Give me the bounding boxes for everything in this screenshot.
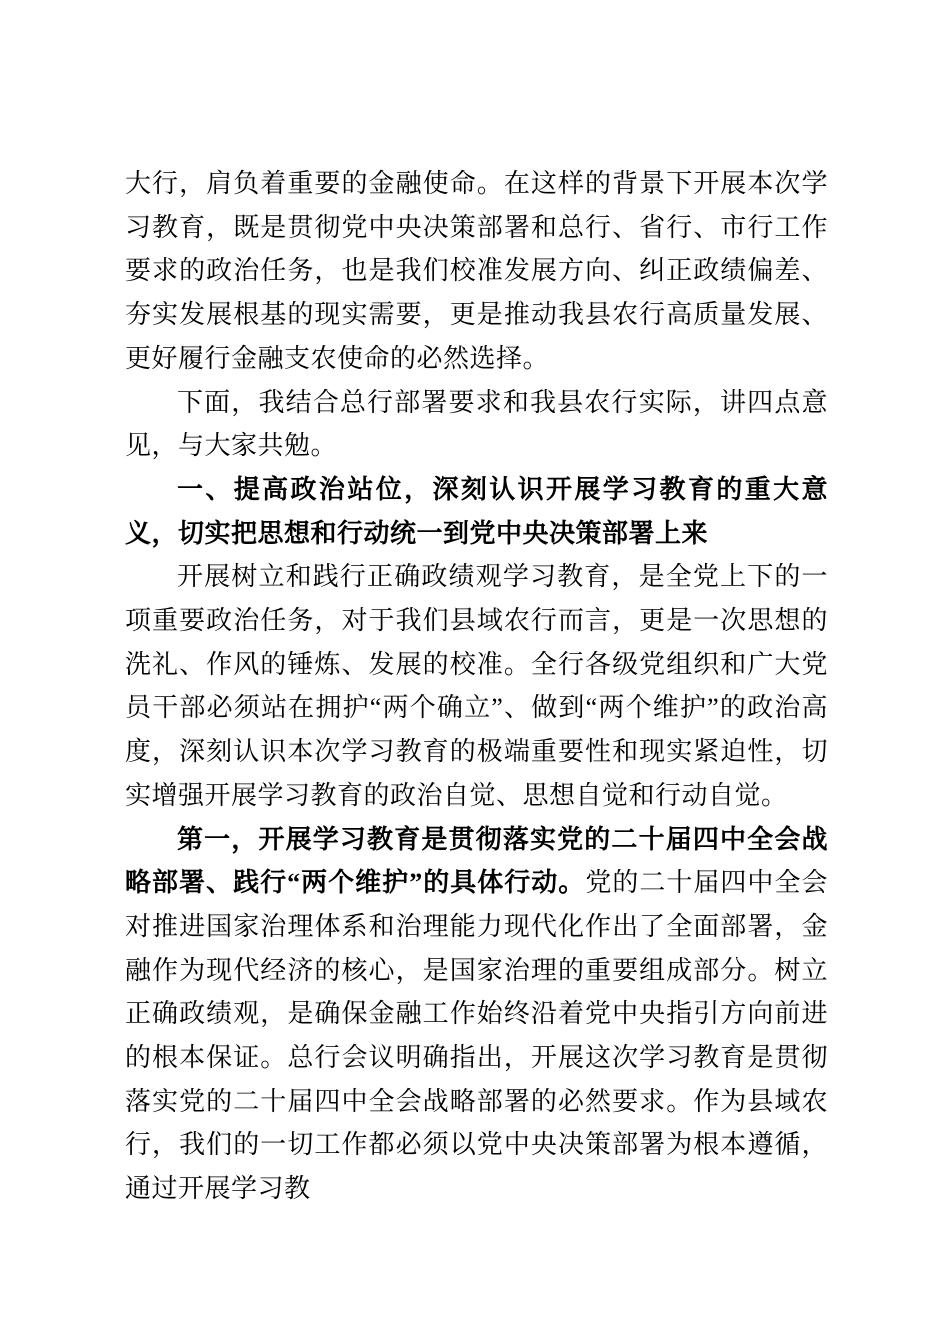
paragraph-intro: 下面，我结合总行部署要求和我县农行实际，讲四点意见，与大家共勉。 (125, 387, 828, 461)
paragraph-first-point-lead: 第一，开展学习教育是贯彻落实党的二十届四中全会战略部署、践行“两个维护”的具体行动。 (125, 824, 828, 898)
paragraph-continuation: 大行，肩负着重要的金融使命。在这样的背景下开展本次学习教育，既是贯彻党中央决策部署和总行、省行、市行工作要求的政治任务，也是我们校准发展方向、纠正政绩偏差、夯实发展根基的现实需要，更是推动我县农行高质量发展、更好履行金融支农使命的必然选择。 (125, 169, 828, 373)
paragraph-significance: 开展树立和践行正确政绩观学习教育，是全党上下的一项重要政治任务，对于我们县域农行而言，更是一次思想的洗礼、作风的锤炼、发展的校准。全行各级党组织和广大党员干部必须站在拥护“两个确立”、做到“两个维护”的政治高度，深刻认识本次学习教育的极端重要性和现实紧迫性，切实增强开展学习教育的政治自觉、思想自觉和行动自觉。 (125, 562, 828, 810)
paragraph-first-point (125, 818, 828, 1211)
paragraph-first-point-body: 党的二十届四中全会对推进国家治理体系和治理能力现代化作出了全面部署，金融作为现代经济的核心，是国家治理的重要组成部分。树立正确政绩观，是确保金融工作始终沿着党中央指引方向前进的根本保证。总行会议明确指出，开展这次学习教育是贯彻落实党的二十届四中全会战略部署的必然要求。作为县域农行，我们的一切工作都必须以党中央决策部署为根本遵循，通过开展学习教 (125, 868, 828, 1204)
section-heading-1: 一、提高政治站位，深刻认识开展学习教育的重大意义，切实把思想和行动统一到党中央决策部署上来 (125, 473, 828, 548)
document-body (125, 162, 828, 1211)
